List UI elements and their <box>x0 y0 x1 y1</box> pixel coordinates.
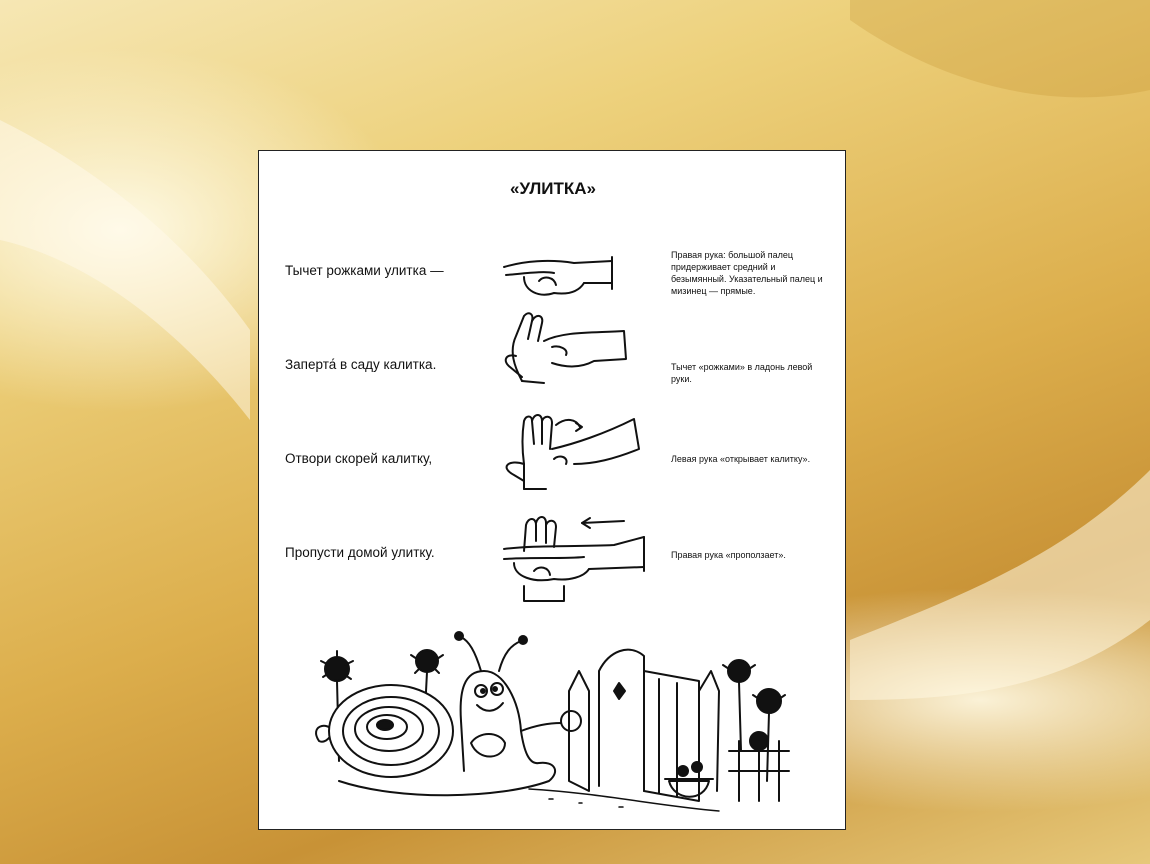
hand-illustration-open-gate <box>494 409 644 499</box>
hand-illustration-crawl <box>494 511 654 606</box>
snail-garden-illustration <box>299 631 809 821</box>
instruction-note-3: Левая рука «открывает калитку». <box>671 454 811 464</box>
card-title: «УЛИТКА» <box>509 179 597 198</box>
verse-line-4: Пропусти домой улитку. <box>285 545 435 560</box>
instruction-note-1: Правая рука: большой палец придерживает средний и безымянный. Указательный палец и мизинец — прямые. <box>671 250 823 296</box>
instruction-note-2: Тычет «рожками» в ладонь левой руки. <box>671 362 813 384</box>
verse-line-1: Тычет рожками улитка — <box>285 263 444 278</box>
exercise-card <box>258 150 846 830</box>
verse-line-2: Заперта́ в саду калитка. <box>285 357 437 372</box>
verse-line-3: Отвори скорей калитку, <box>285 451 433 466</box>
hand-illustration-palm-horns <box>494 311 634 391</box>
instruction-note-4: Правая рука «проползает». <box>671 550 786 560</box>
hand-illustration-horns <box>494 243 624 303</box>
